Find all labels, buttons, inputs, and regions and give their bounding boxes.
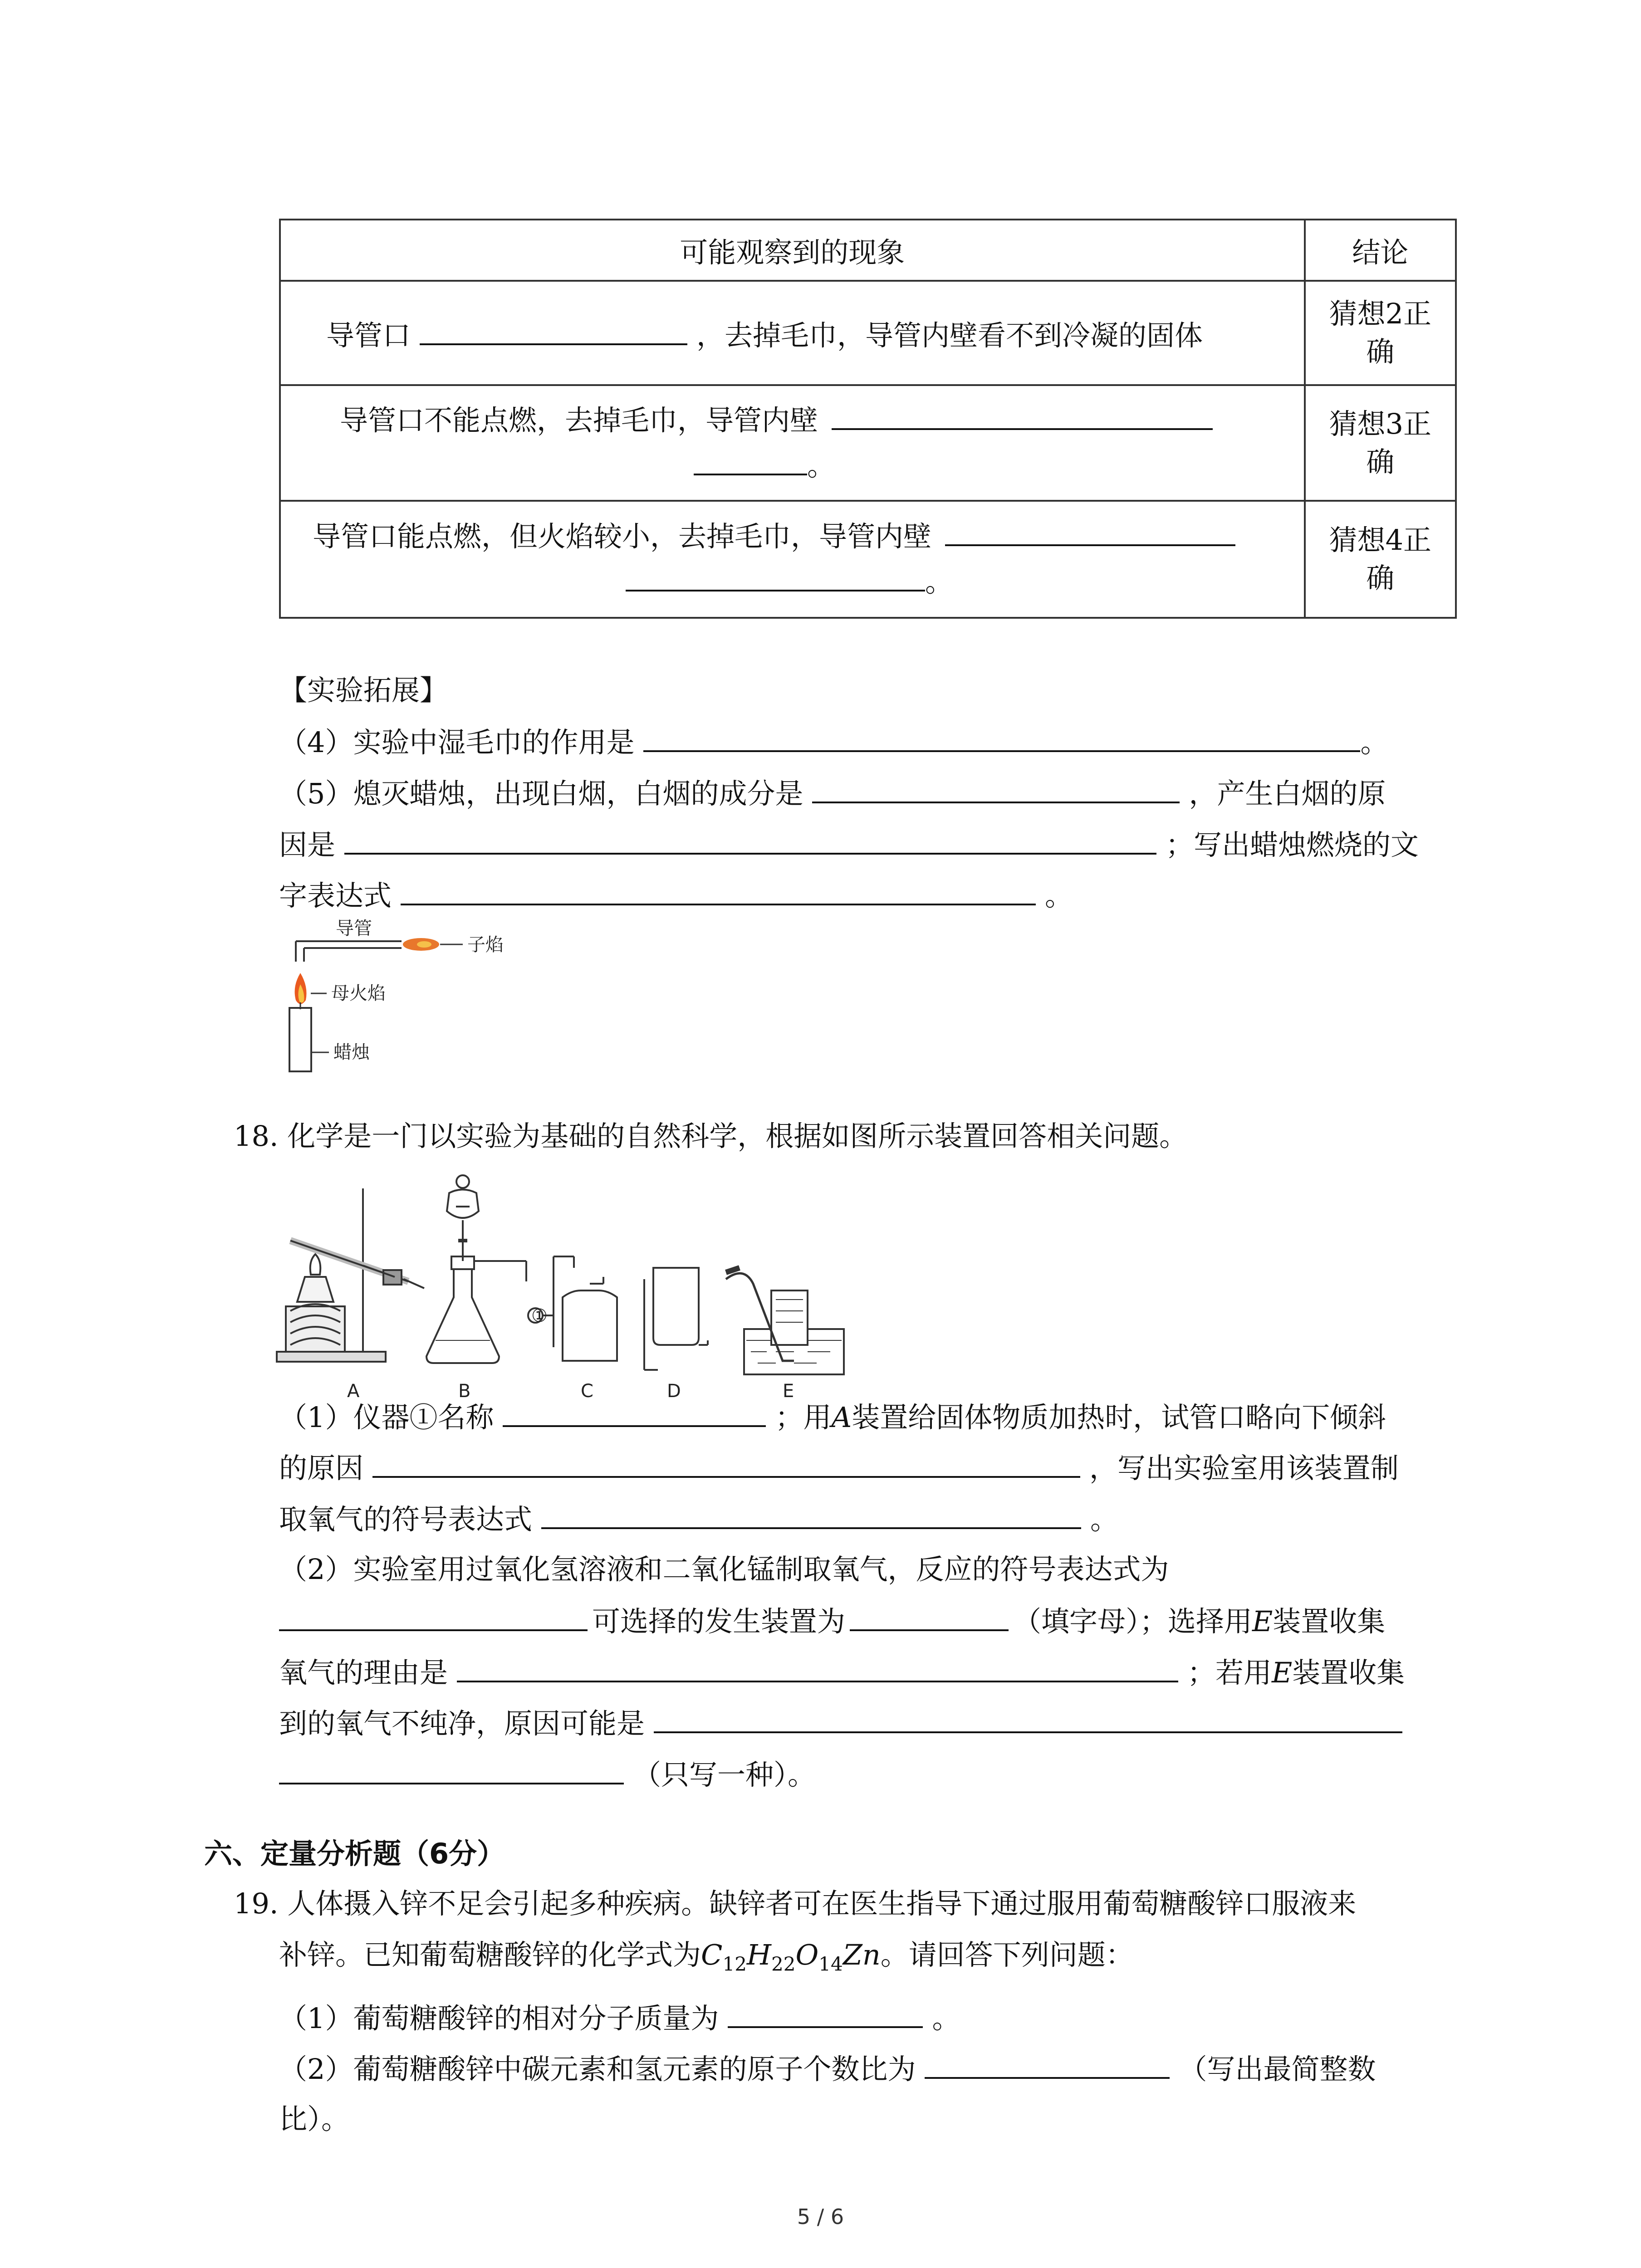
row-3-phenomenon — [280, 501, 1305, 618]
q19-stem-2a: 补锌。已知葡萄糖酸锌的化学式为 — [279, 1938, 701, 1971]
expand-q5-blank1[interactable] — [812, 773, 1180, 803]
apparatus-b — [426, 1175, 526, 1363]
row-3-pre: 导管口能点燃，但火焰较小，去掉毛巾，导管内壁 — [313, 520, 932, 553]
q19-q1-end: 。 — [932, 2002, 960, 2035]
row-1-phenomenon — [280, 281, 1305, 385]
q19-stem-line2 — [279, 1936, 1134, 1983]
expand-q5-line1 — [279, 773, 1386, 813]
q18-p2-blank5[interactable] — [279, 1755, 624, 1784]
expand-q4-text: （4）实验中湿毛巾的作用是 — [279, 726, 635, 759]
table-row — [280, 281, 1456, 385]
row-2-phenomenon — [280, 385, 1305, 501]
row-1-conclusion — [1305, 281, 1456, 385]
label-d: D — [667, 1381, 681, 1402]
label-mother-flame: 母火焰 — [331, 983, 386, 1004]
section-6-title: 六、定量分析题（6分） — [204, 1837, 505, 1870]
q18-p2-g: 装置收集 — [1292, 1656, 1405, 1689]
q18-p1-blank3[interactable] — [541, 1499, 1081, 1529]
expand-heading: 【实验拓展】 — [279, 674, 448, 707]
q19-q1-blank[interactable] — [728, 1998, 923, 2028]
q18-p2-b: 可选择的发生装置为 — [592, 1605, 846, 1638]
q18-p2-i: （只写一种）。 — [633, 1758, 816, 1791]
q18-p2-blank2[interactable] — [850, 1601, 1009, 1631]
q18-p2-h: 到的氧气不纯净，原因可能是 — [279, 1707, 645, 1740]
row-2-pre: 导管口不能点燃，去掉毛巾，导管内壁 — [340, 403, 818, 437]
expand-q5-c: 因是 — [279, 828, 336, 861]
q18-p2-line1: （2）实验室用过氧化氢溶液和二氧化锰制取氧气，反应的符号表达式为 — [279, 1553, 1169, 1586]
row-1-pre: 导管口 — [326, 318, 411, 352]
row-2-conclusion-line2: 确 — [1366, 445, 1395, 479]
table-row — [280, 501, 1456, 618]
expand-q5-blank2[interactable] — [344, 825, 1156, 855]
label-b: B — [458, 1381, 471, 1402]
q18-p1-d: 的原因 — [279, 1452, 364, 1485]
label-a: A — [347, 1381, 360, 1402]
row-1-post: ，去掉毛巾，导管内壁看不到冷凝的固体 — [696, 318, 1203, 352]
apparatus-a — [277, 1188, 424, 1362]
row-3-conclusion-line1: 猜想4正 — [1329, 523, 1432, 557]
table-row — [280, 385, 1456, 501]
q18-p2-d: 装置收集 — [1273, 1605, 1386, 1638]
expand-q5-e: 字表达式 — [279, 879, 392, 912]
formula-h-n: 22 — [771, 1953, 796, 1975]
expand-q5-b: ，产生白烟的原 — [1189, 777, 1386, 810]
header-conclusion: 结论 — [1305, 220, 1456, 281]
q18-p1-c: 装置给固体物质加热时，试管口略向下倾斜 — [852, 1401, 1386, 1434]
label-candle: 蜡烛 — [333, 1042, 370, 1063]
formula-h: H — [746, 1938, 771, 1971]
q19-q1 — [279, 1998, 960, 2038]
candle-tube-figure — [272, 907, 572, 1080]
q18-p2-blank4[interactable] — [654, 1703, 1402, 1733]
q18-p2-e: 氧气的理由是 — [279, 1656, 448, 1689]
expand-q5-a: （5）熄灭蜡烛，出现白烟，白烟的成分是 — [279, 777, 803, 810]
q18-p1-f: 取氧气的符号表达式 — [279, 1503, 533, 1536]
marker-1: ① — [531, 1305, 548, 1326]
row-3-end: 。 — [925, 565, 954, 598]
row-2-conclusion-line1: 猜想3正 — [1329, 407, 1432, 440]
row-2-blank-a[interactable] — [832, 400, 1213, 430]
q19-q2 — [279, 2049, 1376, 2088]
q18-p1-line3 — [279, 1499, 1118, 1539]
expand-q5-d: ；写出蜡烛燃烧的文 — [1166, 828, 1419, 861]
q18-p1-b: ；用 — [775, 1401, 832, 1434]
page-number: 5 / 6 — [797, 2204, 844, 2229]
formula-c: C — [701, 1938, 723, 1971]
q18-p2-blank3[interactable] — [457, 1652, 1178, 1682]
q18-p1-a: （1）仪器①名称 — [279, 1401, 494, 1434]
q19-stem-line1: 19. 人体摄入锌不足会引起多种疾病。缺锌者可在医生指导下通过服用葡萄糖酸锌口服液来 — [234, 1887, 1357, 1920]
q18-p2-f: ；若用 — [1187, 1656, 1272, 1689]
row-2-conclusion — [1305, 385, 1456, 501]
expand-q5-line2 — [279, 825, 1419, 864]
formula-zn: Zn — [843, 1938, 881, 1971]
expand-q5-blank3[interactable] — [401, 875, 1036, 905]
row-3-conclusion — [1305, 501, 1456, 618]
q18-p2-line4 — [279, 1703, 1402, 1743]
label-c: C — [581, 1381, 593, 1402]
expand-q4-end: 。 — [1360, 726, 1389, 759]
row-3-conclusion-line2: 确 — [1366, 562, 1395, 595]
q19-q2-end: （写出最简整数 — [1179, 2053, 1376, 2086]
row-2-end: 。 — [807, 449, 836, 482]
label-tube: 导管 — [336, 918, 372, 939]
apparatus-figure — [272, 1161, 862, 1406]
chemical-formula — [701, 1938, 881, 1975]
q19-q1-text: （1）葡萄糖酸锌的相对分子质量为 — [279, 2002, 719, 2035]
expand-q4-blank[interactable] — [643, 722, 1360, 752]
row-1-blank[interactable] — [420, 315, 687, 345]
q18-p2-blank1[interactable] — [279, 1601, 588, 1631]
q18-p1-line2 — [279, 1448, 1399, 1487]
q18-p1-line1 — [279, 1397, 1386, 1437]
q18-p2-line3 — [279, 1652, 1405, 1692]
q19-q2-blank[interactable] — [925, 2049, 1170, 2079]
apparatus-e — [726, 1268, 844, 1374]
expand-q5-end: 。 — [1045, 879, 1073, 912]
formula-c-n: 12 — [722, 1953, 747, 1975]
q18-p2-line5 — [279, 1755, 816, 1794]
row-1-conclusion-line2: 确 — [1366, 335, 1395, 368]
expand-q4 — [279, 722, 1388, 762]
row-3-blank-a[interactable] — [945, 516, 1235, 546]
apparatus-d — [644, 1268, 708, 1370]
row-2-blank-b[interactable] — [694, 445, 807, 475]
q18-p2-var-e2: E — [1272, 1656, 1293, 1689]
q18-p1-blank1[interactable] — [503, 1397, 766, 1427]
table-header-row — [280, 220, 1456, 281]
q18-p1-end: 。 — [1090, 1503, 1119, 1536]
row-3-blank-b[interactable] — [626, 562, 925, 591]
header-phenomenon: 可能观察到的现象 — [280, 220, 1305, 281]
q19-q2-text: （2）葡萄糖酸锌中碳元素和氢元素的原子个数比为 — [279, 2053, 916, 2086]
q19-stem-2b: 。请回答下列问题： — [880, 1938, 1134, 1971]
formula-o-n: 14 — [818, 1953, 843, 1975]
q18-p2-line2 — [279, 1601, 1385, 1641]
candle-icon — [289, 1008, 311, 1071]
q18-p1-blank2[interactable] — [372, 1448, 1080, 1478]
q19-q2-line2: 比）。 — [279, 2102, 350, 2136]
q18-p1-var-a: A — [831, 1401, 852, 1434]
q18-p2-var-e1: E — [1252, 1605, 1273, 1638]
q18-p1-e: ，写出实验室用该装置制 — [1089, 1452, 1399, 1485]
row-1-conclusion-line1: 猜想2正 — [1329, 297, 1432, 330]
q18-stem: 18. 化学是一门以实验为基础的自然科学，根据如图所示装置回答相关问题。 — [234, 1119, 1188, 1153]
observation-table — [279, 219, 1457, 619]
label-child-flame: 子焰 — [467, 934, 504, 955]
q18-p2-c: （填字母）；选择用 — [1013, 1605, 1253, 1638]
label-e: E — [783, 1381, 794, 1402]
formula-o: O — [795, 1938, 819, 1971]
